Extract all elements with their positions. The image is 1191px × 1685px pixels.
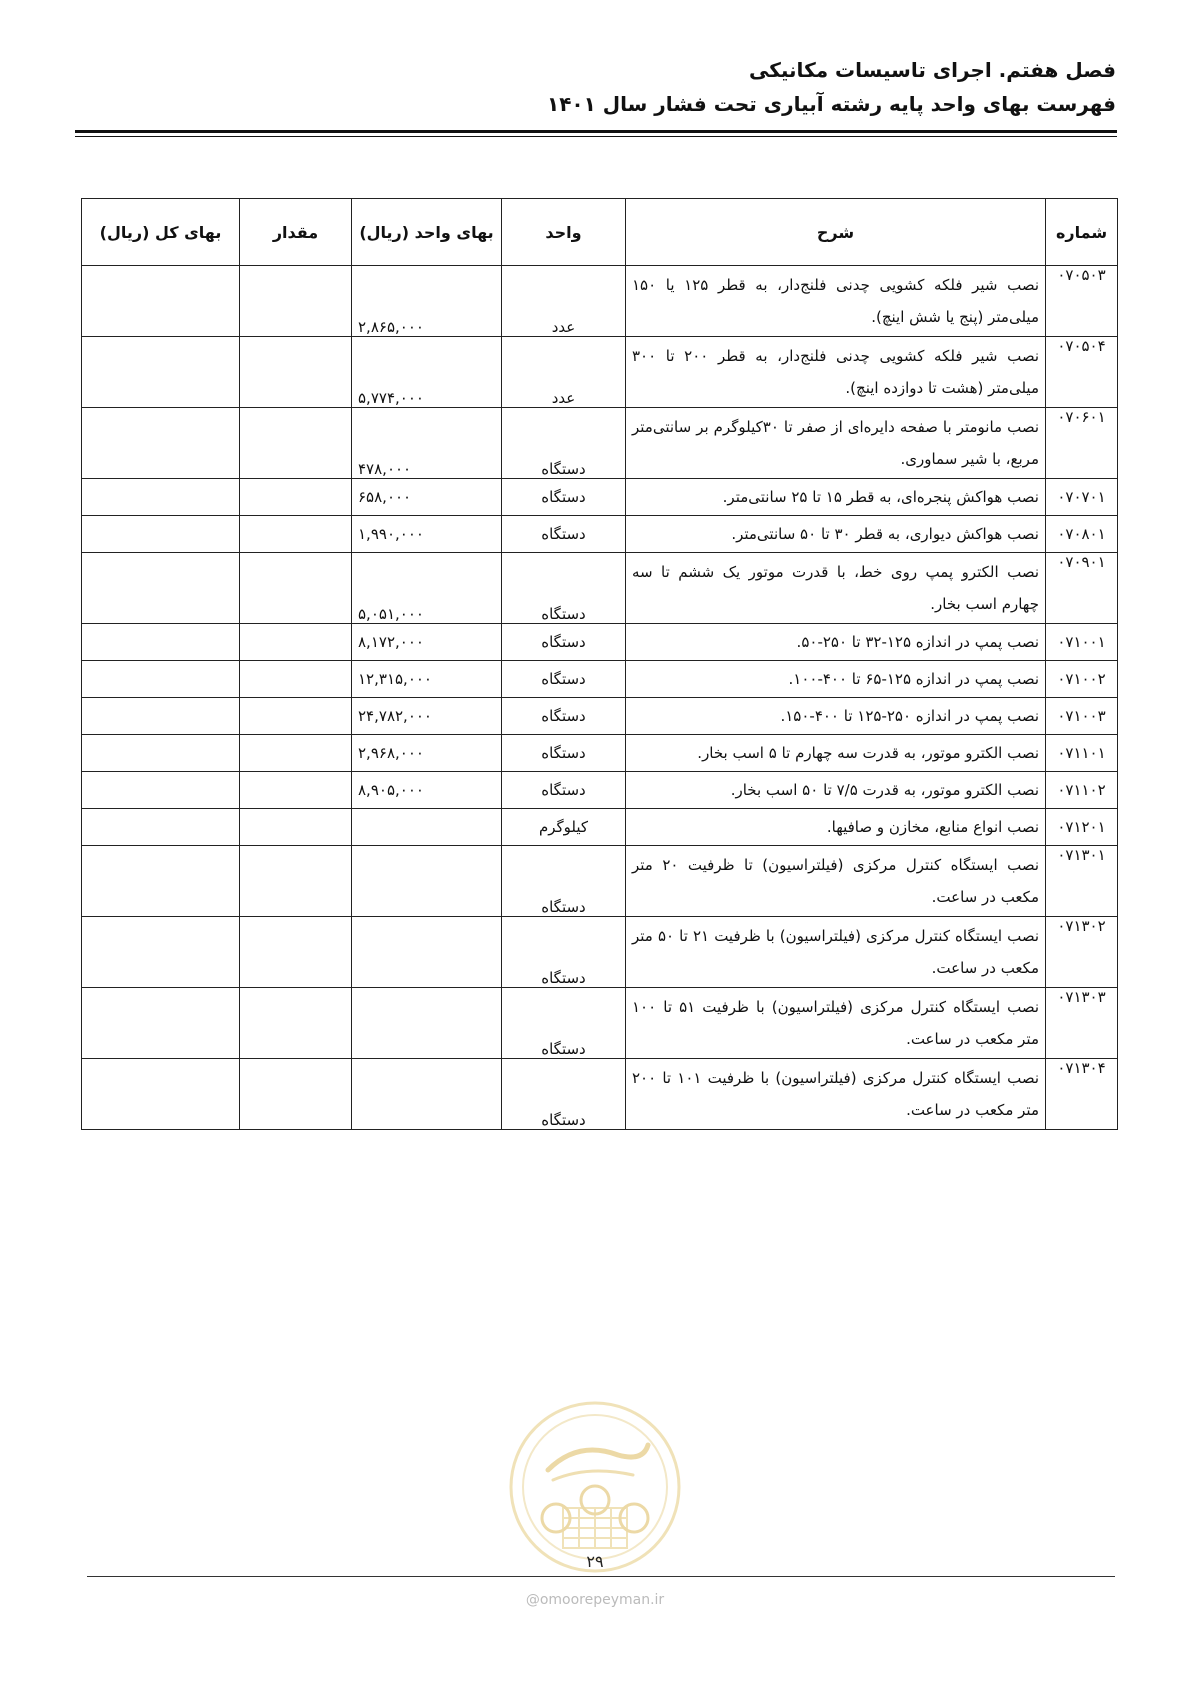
row-unit: دستگاه <box>502 624 626 661</box>
table-row <box>82 479 1118 516</box>
row-total-price <box>82 408 240 479</box>
header-rule-thin <box>75 136 1117 137</box>
row-unit-price: ۲,۸۶۵,۰۰۰ <box>352 266 502 337</box>
row-unit: دستگاه <box>502 408 626 479</box>
row-unit-price: ۵,۰۵۱,۰۰۰ <box>352 553 502 624</box>
table-row <box>82 661 1118 698</box>
row-unit: دستگاه <box>502 917 626 988</box>
row-unit: دستگاه <box>502 988 626 1059</box>
footer-website: @omoorepeyman.ir <box>525 1592 665 1608</box>
row-quantity <box>240 337 352 408</box>
row-unit-price <box>352 809 502 846</box>
row-unit-price: ۴۷۸,۰۰۰ <box>352 408 502 479</box>
row-total-price <box>82 735 240 772</box>
row-quantity <box>240 917 352 988</box>
document-subtitle: فهرست بهای واحد پایه رشته آبیاری تحت فشار سال ۱۴۰۱ <box>547 92 1116 116</box>
row-unit: عدد <box>502 266 626 337</box>
row-unit-price <box>352 988 502 1059</box>
row-quantity <box>240 661 352 698</box>
row-unit: دستگاه <box>502 479 626 516</box>
row-description: نصب هواکش دیواری، به قطر ۳۰ تا ۵۰ سانتی‌متر. <box>626 516 1046 553</box>
page-header <box>76 55 1116 119</box>
row-description: نصب الکترو پمپ روی خط، با قدرت موتور یک ششم تا سه چهارم اسب بخار. <box>626 553 1046 624</box>
row-description: نصب الکترو موتور، به قدرت ۷/۵ تا ۵۰ اسب بخار. <box>626 772 1046 809</box>
row-unit-price: ۲,۹۶۸,۰۰۰ <box>352 735 502 772</box>
row-quantity <box>240 1059 352 1130</box>
header-unit-price: بهای واحد (ریال) <box>352 199 502 266</box>
row-code: ۰۷۱۱۰۱ <box>1046 735 1118 772</box>
row-total-price <box>82 337 240 408</box>
row-description: نصب انواع منابع، مخازن و صافیها. <box>626 809 1046 846</box>
table-row <box>82 1059 1118 1130</box>
row-total-price <box>82 624 240 661</box>
row-unit: دستگاه <box>502 735 626 772</box>
row-description: نصب پمپ در اندازه ۱۲۵-۶۵ تا ۴۰۰-۱۰۰. <box>626 661 1046 698</box>
footer-rule <box>87 1576 1115 1577</box>
row-total-price <box>82 917 240 988</box>
row-quantity <box>240 735 352 772</box>
row-code: ۰۷۱۳۰۲ <box>1046 917 1118 988</box>
table-row <box>82 516 1118 553</box>
row-unit-price: ۱,۹۹۰,۰۰۰ <box>352 516 502 553</box>
page-number: ۲۹ <box>586 1552 604 1571</box>
chapter-title: فصل هفتم. اجرای تاسیسات مکانیکی <box>749 58 1116 82</box>
row-total-price <box>82 553 240 624</box>
row-total-price <box>82 479 240 516</box>
row-description: نصب پمپ در اندازه ۱۲۵-۳۲ تا ۲۵۰-۵۰. <box>626 624 1046 661</box>
row-unit: دستگاه <box>502 1059 626 1130</box>
header-quantity: مقدار <box>240 199 352 266</box>
watermark-seal-logo <box>508 1400 682 1574</box>
row-code: ۰۷۱۰۰۱ <box>1046 624 1118 661</box>
row-description: نصب هواکش پنجره‌ای، به قطر ۱۵ تا ۲۵ سانتی‌متر. <box>626 479 1046 516</box>
row-total-price <box>82 698 240 735</box>
row-total-price <box>82 846 240 917</box>
table-row <box>82 553 1118 624</box>
row-unit: دستگاه <box>502 516 626 553</box>
row-quantity <box>240 266 352 337</box>
row-total-price <box>82 772 240 809</box>
row-total-price <box>82 516 240 553</box>
row-code: ۰۷۰۵۰۳ <box>1046 266 1118 337</box>
table-row <box>82 624 1118 661</box>
row-description: نصب شیر فلکه کشویی چدنی فلنج‌دار، به قطر ۱۲۵ یا ۱۵۰ میلی‌متر (پنج یا شش اینچ). <box>626 266 1046 337</box>
table-header-row <box>82 199 1118 266</box>
row-code: ۰۷۱۲۰۱ <box>1046 809 1118 846</box>
row-unit-price: ۲۴,۷۸۲,۰۰۰ <box>352 698 502 735</box>
row-unit-price: ۵,۷۷۴,۰۰۰ <box>352 337 502 408</box>
row-description: نصب مانومتر با صفحه دایره‌ای از صفر تا ۳۰کیلوگرم بر سانتی‌متر مربع، با شیر سماوری. <box>626 408 1046 479</box>
row-code: ۰۷۰۶۰۱ <box>1046 408 1118 479</box>
header-description: شرح <box>626 199 1046 266</box>
row-code: ۰۷۱۳۰۱ <box>1046 846 1118 917</box>
row-quantity <box>240 516 352 553</box>
row-unit-price: ۸,۹۰۵,۰۰۰ <box>352 772 502 809</box>
row-total-price <box>82 266 240 337</box>
price-list-table <box>81 198 1118 1130</box>
row-quantity <box>240 809 352 846</box>
table-row <box>82 988 1118 1059</box>
table-row <box>82 809 1118 846</box>
header-code: شماره <box>1046 199 1118 266</box>
row-unit: دستگاه <box>502 772 626 809</box>
row-code: ۰۷۱۰۰۲ <box>1046 661 1118 698</box>
row-unit: عدد <box>502 337 626 408</box>
row-description: نصب ایستگاه کنترل مرکزی (فیلتراسیون) با ظرفیت ۲۱ تا ۵۰ متر مکعب در ساعت. <box>626 917 1046 988</box>
row-code: ۰۷۰۹۰۱ <box>1046 553 1118 624</box>
row-total-price <box>82 661 240 698</box>
row-quantity <box>240 624 352 661</box>
table-row <box>82 337 1118 408</box>
row-unit-price <box>352 917 502 988</box>
row-quantity <box>240 698 352 735</box>
row-code: ۰۷۱۳۰۳ <box>1046 988 1118 1059</box>
row-unit-price: ۶۵۸,۰۰۰ <box>352 479 502 516</box>
row-description: نصب ایستگاه کنترل مرکزی (فیلتراسیون) تا ظرفیت ۲۰ متر مکعب در ساعت. <box>626 846 1046 917</box>
row-description: نصب الکترو موتور، به قدرت سه چهارم تا ۵ اسب بخار. <box>626 735 1046 772</box>
row-description: نصب شیر فلکه کشویی چدنی فلنج‌دار، به قطر ۲۰۰ تا ۳۰۰ میلی‌متر (هشت تا دوازده اینچ). <box>626 337 1046 408</box>
row-code: ۰۷۰۵۰۴ <box>1046 337 1118 408</box>
row-description: نصب ایستگاه کنترل مرکزی (فیلتراسیون) با ظرفیت ۱۰۱ تا ۲۰۰ متر مکعب در ساعت. <box>626 1059 1046 1130</box>
row-quantity <box>240 988 352 1059</box>
row-code: ۰۷۰۸۰۱ <box>1046 516 1118 553</box>
row-unit: دستگاه <box>502 553 626 624</box>
table-row <box>82 735 1118 772</box>
row-unit-price <box>352 846 502 917</box>
table-row <box>82 266 1118 337</box>
row-code: ۰۷۱۱۰۲ <box>1046 772 1118 809</box>
row-unit-price: ۱۲,۳۱۵,۰۰۰ <box>352 661 502 698</box>
row-unit-price <box>352 1059 502 1130</box>
table-row <box>82 698 1118 735</box>
row-code: ۰۷۱۰۰۳ <box>1046 698 1118 735</box>
table-row <box>82 846 1118 917</box>
row-code: ۰۷۱۳۰۴ <box>1046 1059 1118 1130</box>
row-quantity <box>240 772 352 809</box>
row-total-price <box>82 809 240 846</box>
row-unit-price: ۸,۱۷۲,۰۰۰ <box>352 624 502 661</box>
row-unit: دستگاه <box>502 698 626 735</box>
header-rule-thick <box>75 130 1117 133</box>
row-description: نصب پمپ در اندازه ۲۵۰-۱۲۵ تا ۴۰۰-۱۵۰. <box>626 698 1046 735</box>
row-quantity <box>240 479 352 516</box>
row-unit: دستگاه <box>502 661 626 698</box>
table-row <box>82 408 1118 479</box>
row-quantity <box>240 846 352 917</box>
row-code: ۰۷۰۷۰۱ <box>1046 479 1118 516</box>
row-total-price <box>82 1059 240 1130</box>
header-unit: واحد <box>502 199 626 266</box>
table-row <box>82 772 1118 809</box>
row-quantity <box>240 553 352 624</box>
row-description: نصب ایستگاه کنترل مرکزی (فیلتراسیون) با ظرفیت ۵۱ تا ۱۰۰ متر مکعب در ساعت. <box>626 988 1046 1059</box>
table-row <box>82 917 1118 988</box>
header-total-price: بهای کل (ریال) <box>82 199 240 266</box>
row-quantity <box>240 408 352 479</box>
row-unit: کیلوگرم <box>502 809 626 846</box>
row-total-price <box>82 988 240 1059</box>
row-unit: دستگاه <box>502 846 626 917</box>
